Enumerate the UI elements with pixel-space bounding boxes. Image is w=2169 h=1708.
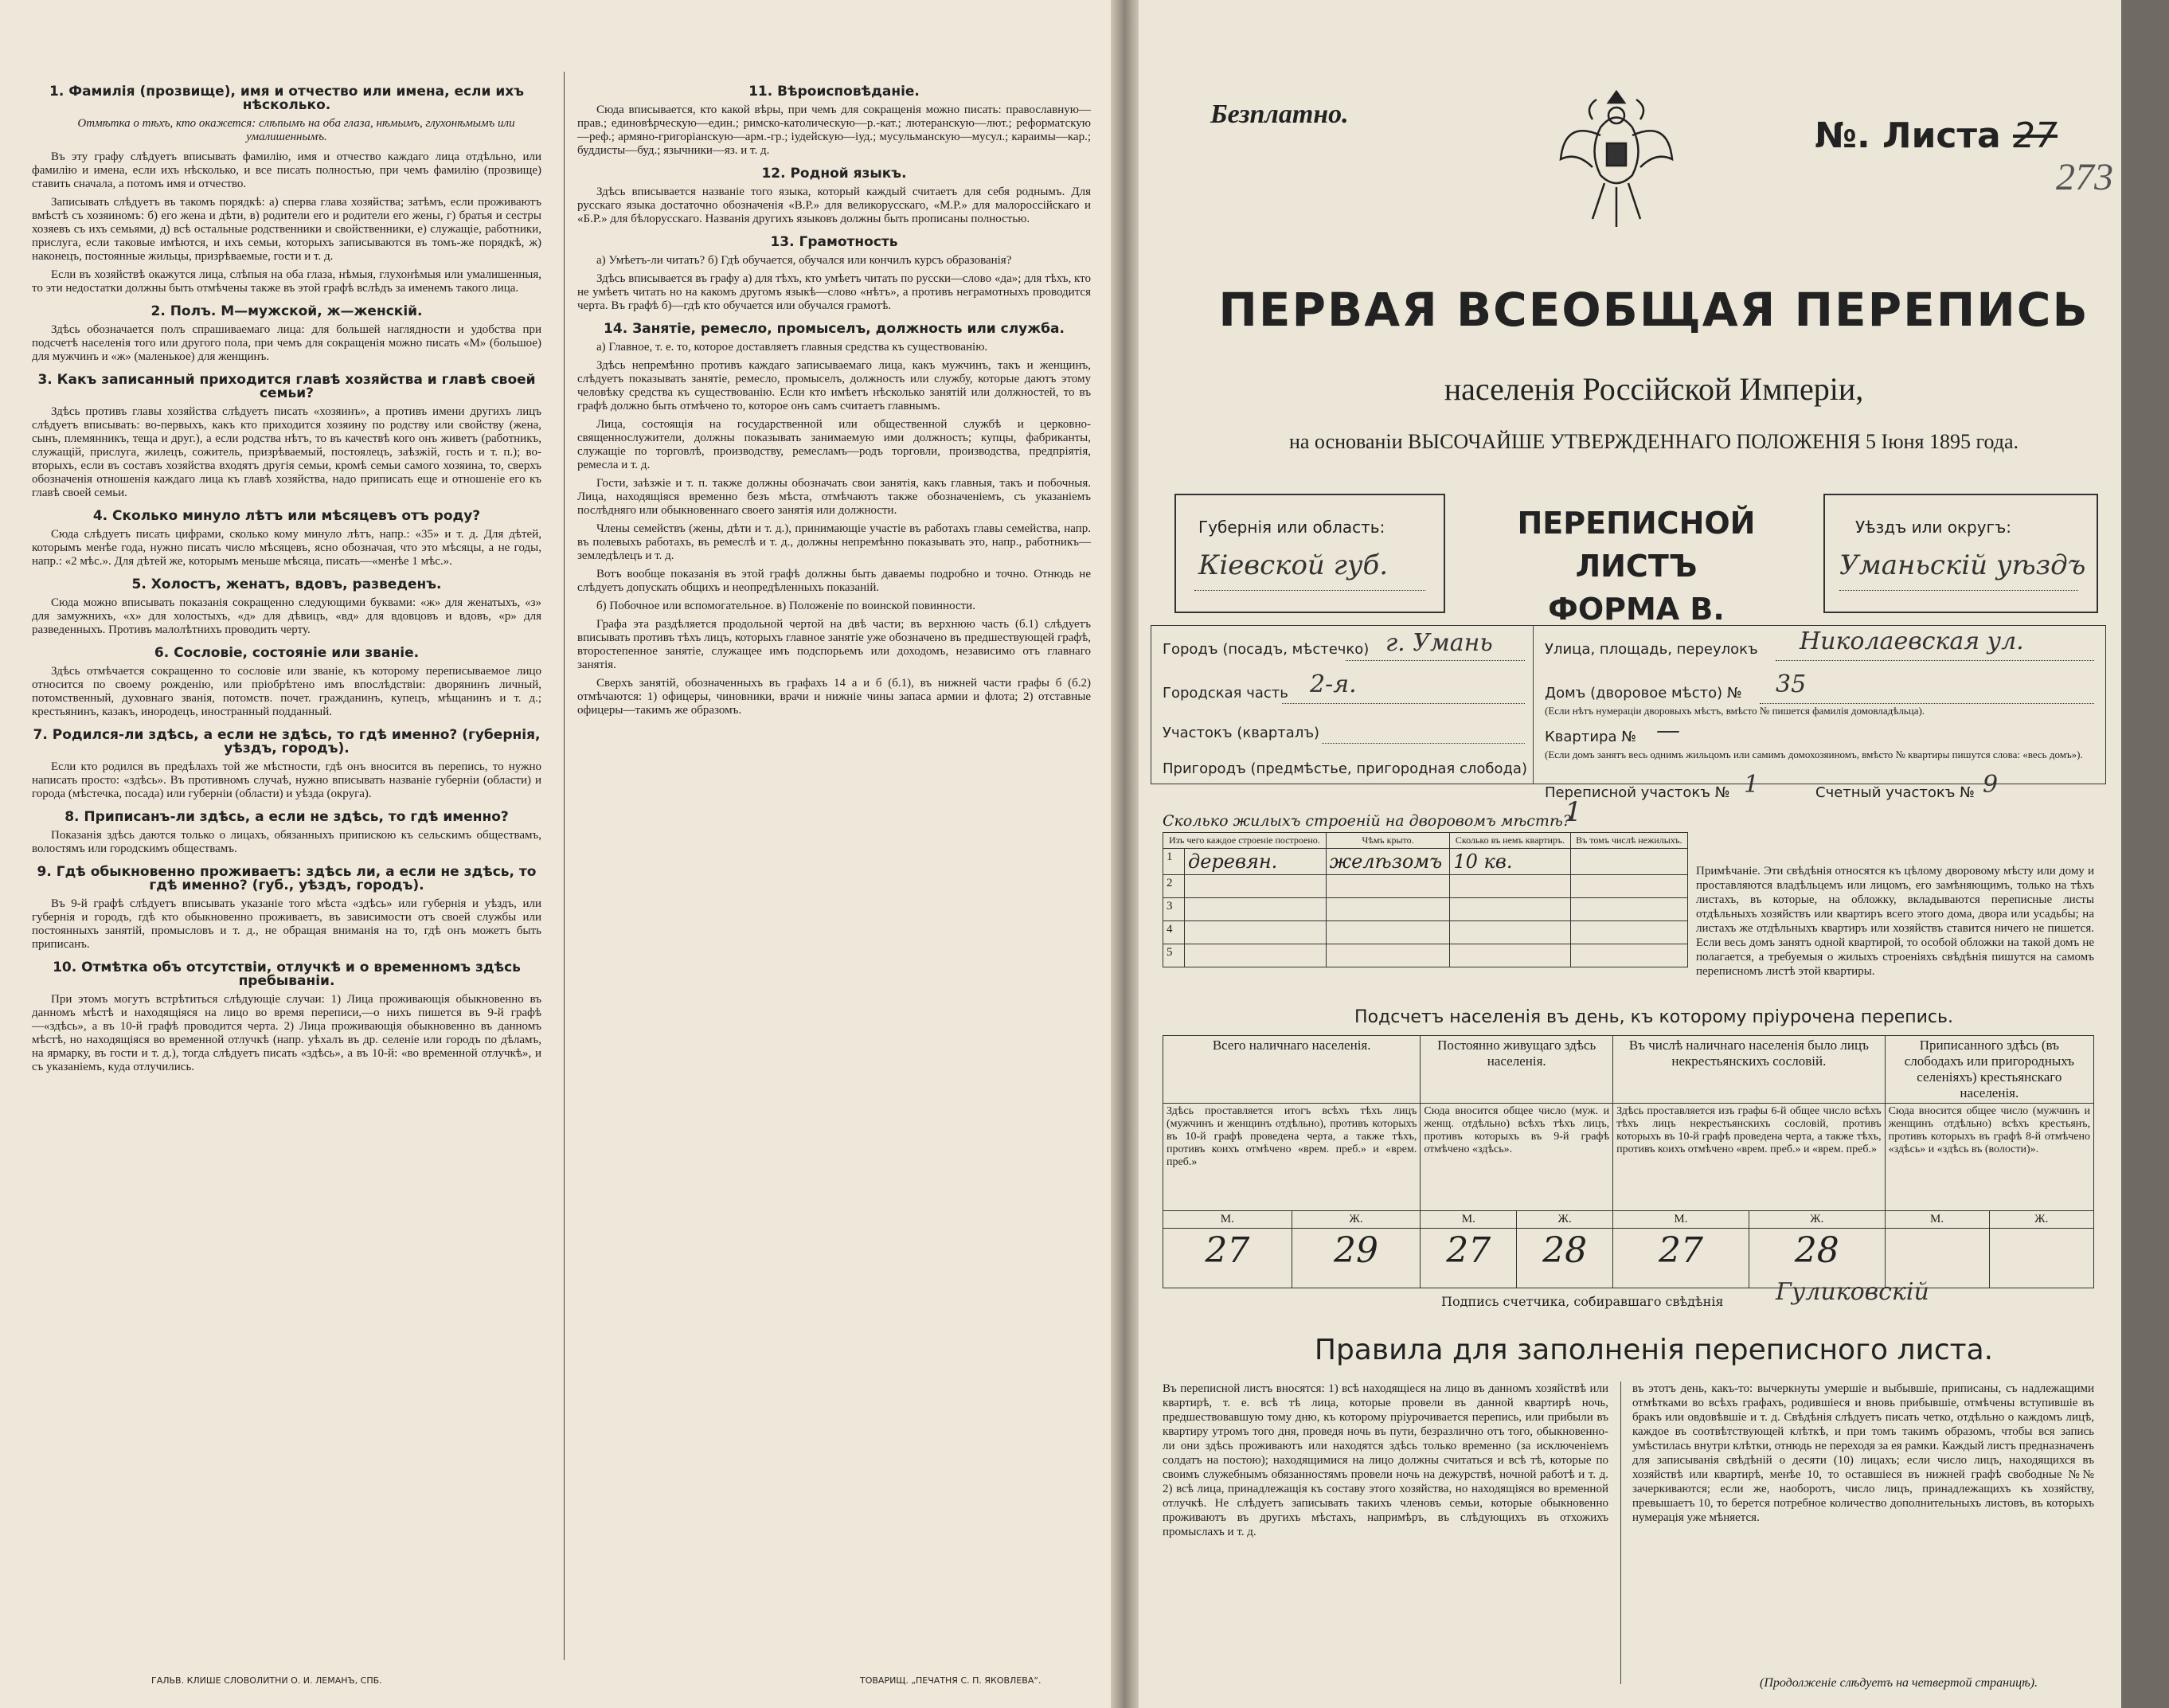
house-label: Домъ (дворовое мѣсто) №	[1545, 685, 1742, 702]
table-row	[1163, 1211, 2094, 1229]
census-title: ПЕРВАЯ ВСЕОБЩАЯ ПЕРЕПИСЬ	[1218, 283, 2089, 337]
district-value: Уманьскій уѣздъ	[1839, 549, 2086, 581]
section-heading: 9. Гдѣ обыкновенно проживаетъ: здѣсь ли, а если не здѣсь, то гдѣ именно? (губ., уѣздъ, городъ).	[37, 864, 537, 893]
paragraph: Сюда можно вписывать показанія сокращенно следующими буквами: «ж» для женатыхъ, «з» для замужнихъ, «х» для холостыхъ, «д» для дѣвицъ, «вд» для вдовцовъ и вдовъ, «р» для разведенныхъ. Противъ малолѣтнихъ проводить черту.	[32, 596, 541, 636]
table-row	[1163, 921, 1688, 944]
table-cell: 5	[1163, 944, 1185, 967]
table-cell	[1326, 921, 1450, 944]
table-cell	[1570, 944, 1687, 967]
paragraph: Если кто родился въ предѣлахъ той же мѣстности, гдѣ онъ вносится въ перепись, то нужно написать просто: «здѣсь». Въ противномъ случаѣ, нужно вписывать названіе губерніи (области) и города (мѣстечка, посада) или губерніи (области) и уѣзда (округа).	[32, 760, 541, 800]
form-name	[1465, 502, 1808, 631]
paragraph: Гости, заѣзжіе и т. п. также должны обозначать свои занятія, какъ главныя, такъ и побочныя. Лица, находящіяся временно безъ мѣста, отмѣчаютъ также обозначеніемъ, съ указаніемъ послѣдняго или обыкновеннаго своего занятія или должности.	[577, 477, 1091, 517]
paragraph: Сюда вписывается, кто какой вѣры, при чемъ для сокращенія можно писать: православную—прав.; единовѣрческую—един.; римско-католическую—р.-кат.; лютеранскую—лют.; реформатскую—реф.; армяно-григоріанскую—арм.-гр.; іудейскую—іуд.; мусульманскую—мусул.; караимы—кар.; буддисты—буд.; язычники—яз. и т. д.	[577, 104, 1091, 157]
count-value: 27	[1163, 1229, 1292, 1288]
table-row	[1163, 898, 1688, 921]
flat-value-dash: —	[1656, 717, 1680, 745]
paragraph: Здѣсь противъ главы хозяйства слѣдуетъ писать «хозяинъ», а противъ имени другихъ лицъ слѣдуетъ вписывать: во-первыхъ, какъ кто приходится хозяину по родству или свойству (жена, сынъ, племянникъ, теща и друг.), а если родства нѣтъ, то въ качествѣ кого онъ живетъ (работникъ, служащій, прислуга, жилецъ, сожитель, призрѣваемый, постоялецъ, заѣзжій, гость и т. п.); во-вторыхъ, если въ составъ хозяйства входятъ другія семьи, кромѣ семьи самого хозяина, то, сверхъ обозначенія отношенія каждаго лица къ главѣ хозяйства, надо приписать еще и отношеніе его къ главѣ своей семьи.	[32, 405, 541, 499]
column-header: Въ числѣ наличнаго населенія было лицъ некрестьянскихъ сословій.	[1613, 1036, 1886, 1104]
column-description: Сюда вносится общее число (муж. и женщ. отдѣльно) всѣхъ тѣхъ лицъ, противъ которыхъ въ 9-й графѣ отмѣчено «здѣсь».	[1421, 1104, 1613, 1211]
table-cell: 10 кв.	[1450, 849, 1570, 875]
census-section-label: Переписной участокъ №	[1545, 784, 1730, 801]
handwritten-sheet-number: 273	[2056, 156, 2113, 198]
buildings-table	[1163, 832, 1688, 967]
column-header: Всего наличнаго населенія.	[1163, 1036, 1421, 1104]
count-value: 28	[1517, 1229, 1613, 1288]
paragraph: Здѣсь непремѣнно противъ каждаго записываемаго лица, какъ мужчинъ, такъ и женщинъ, слѣдуетъ показывать занятіе, ремесло, промыселъ, должность или службу, которые даютъ этому человѣку средства къ существованію. Если кто имѣетъ нѣсколько занятій или должностей, то въ графѣ должно быть отмѣчено то, которое онъ самъ считаетъ главнымъ.	[577, 359, 1091, 412]
rules-divider	[1620, 1382, 1621, 1684]
table-row	[1163, 1104, 2094, 1211]
city-line	[1346, 659, 1525, 661]
table-cell	[1326, 875, 1450, 898]
paragraph: б) Побочное или вспомогательное. в) Положеніе по воинской повинности.	[596, 600, 975, 612]
paragraph: Члены семействъ (жены, дѣти и т. д.), принимающіе участіе въ работахъ главы семейства, напр. въ полевыхъ работахъ, въ ремеслѣ и т. д., должны непремѣнно показывать это, напр., работникъ—земледѣлецъ и т. д.	[577, 522, 1091, 562]
column-header: Сколько въ немъ квартиръ.	[1450, 833, 1570, 849]
paragraph: Здѣсь вписывается названіе того языка, который каждый считаетъ для себя роднымъ. Для русскаго языка достаточно обозначенія «В.Р.» для великорусскаго, «М.Р.» для малороссійскаго и «Б.Р.» для бѣлорусскаго. Названія другихъ языковъ должны быть прописаны полностью.	[577, 186, 1091, 225]
table-row	[1163, 1229, 2094, 1288]
adjacent-page-edge	[2121, 0, 2169, 1708]
form-name-line-2: ФОРМА В.	[1548, 592, 1725, 627]
table-cell	[1570, 849, 1687, 875]
signature-label: Подпись счетчика, собиравшаго свѣдѣнія	[1441, 1294, 1724, 1309]
city-part-value: 2-я.	[1310, 670, 1357, 698]
section-heading: 7. Родился-ли здѣсь, а если не здѣсь, то гдѣ именно? (губернія, уѣздъ, городъ).	[33, 727, 541, 756]
sex-label: Ж.	[1517, 1211, 1613, 1229]
paragraph: Показанія здѣсь даются только о лицахъ, обязанныхъ припискою къ сельскимъ обществамъ, волостямъ или городскимъ обществамъ.	[32, 829, 541, 855]
printer-footer-left: ГАЛЬВ. КЛИШЕ СЛОВОЛИТНИ О. И. ЛЕМАНЪ, СПБ.	[151, 1675, 382, 1686]
count-value: 29	[1292, 1229, 1421, 1288]
city-label: Городъ (посадъ, мѣстечко)	[1163, 641, 1370, 658]
section-heading: 6. Сословіе, состояніе или званіе.	[154, 645, 420, 661]
right-page	[1139, 0, 2169, 1708]
flat-label: Квартира №	[1545, 729, 1636, 745]
population-count-title: Подсчетъ населенія въ день, къ которому пріурочена перепись.	[1354, 1007, 1953, 1027]
location-divider	[1533, 625, 1534, 784]
sex-label: Ж.	[1989, 1211, 2094, 1229]
section-heading: 4. Сколько минуло лѣтъ или мѣсяцевъ отъ роду?	[92, 508, 481, 524]
count-value: 27	[1421, 1229, 1517, 1288]
paragraph: Графа эта раздѣляется продольной чертой на двѣ части; въ верхнюю часть (б.1) слѣдуетъ вписывать противъ тѣхъ лицъ, которыхъ главное занятіе уже обозначено въ предшествующей графѣ, второстепенное занятіе, служащее имъ подспорьемъ или доходомъ, независимо отъ главнаго занятія.	[577, 618, 1091, 671]
table-cell	[1185, 898, 1327, 921]
count-value	[1989, 1229, 2094, 1288]
section-heading: 8. Приписанъ-ли здѣсь, а если не здѣсь, то гдѣ именно?	[64, 809, 509, 825]
table-row	[1163, 875, 1688, 898]
free-label: Безплатно.	[1210, 100, 1349, 129]
count-value: 27	[1613, 1229, 1749, 1288]
table-cell: 1	[1163, 849, 1185, 875]
suburb-label: Пригородъ (предмѣстье, пригородная слобода)	[1163, 760, 1527, 777]
column-header: Чѣмъ крыто.	[1326, 833, 1450, 849]
signature-value: Гуликовскій	[1776, 1278, 1929, 1306]
imperial-eagle-emblem	[1553, 84, 1680, 243]
sheet-number	[1815, 115, 2058, 156]
section-heading: 3. Какъ записанный приходится главѣ хозяйства и главѣ своей семьи?	[37, 372, 536, 401]
house-line	[1760, 702, 2094, 704]
paragraph: а) Умѣетъ-ли читать? б) Гдѣ обучается, обучался или кончилъ курсъ образованія?	[596, 254, 1012, 267]
street-label: Улица, площадь, переулокъ	[1545, 641, 1758, 658]
table-cell	[1185, 875, 1327, 898]
left-column-1	[32, 76, 541, 1079]
section-heading: 12. Родной языкъ.	[761, 166, 907, 182]
street-line	[1776, 659, 2094, 661]
paragraph: Здѣсь обозначается полъ спрашиваемаго лица: для большей наглядности и удобства при подсчетѣ населенія того или другого пола, при чемъ для сокращенія можно писать «М» (большое) для мужчинъ и «ж» (маленькое) для женщинъ.	[32, 323, 541, 363]
city-part-line	[1282, 702, 1525, 704]
column-header: Постоянно живущаго здѣсь населенія.	[1421, 1036, 1613, 1104]
column-header: Въ томъ числѣ нежилыхъ.	[1570, 833, 1687, 849]
paragraph: Вотъ вообще показанія въ этой графѣ должны быть даваемы подробно и точно. Отнюдь не слѣдуетъ допускать общихъ и неопредѣленныхъ показаній.	[577, 568, 1091, 594]
rules-column-2: въ этотъ день, какъ-то: вычеркнуты умершіе и выбывшіе, приписаны, съ надлежащими отмѣтками во всѣхъ графахъ, родившіеся и вновь прибывшіе, отмѣчены вступившіе въ бракъ или овдовѣвшіе и т. д. Свѣдѣнія слѣдуетъ писать четко, отдѣльно о каждомъ лицѣ, каждое въ соотвѣтствующей клѣткѣ, и при томъ такимъ образомъ, чтобы вся запись умѣстилась внутри клѣтки, отнюдь не переходя за ея рамки. Каждый листъ предназначенъ для записыванія свѣдѣній о десяти (10) лицахъ; если число лицъ, находящихся въ хозяйствѣ или квартирѣ, менѣе 10, то оставшіеся въ нижней графѣ свободные №№ зачеркиваются; если же, наоборотъ, число лицъ, принадлежащихъ къ хозяйству, превышаетъ 10, то берется потребное количество дополнительныхъ листовъ, въ которыхъ нумерація ужe мѣняется.	[1632, 1382, 2094, 1524]
paragraph: Лица, состоящія на государственной или общественной службѣ и церковно-священнослужители, должны показывать занимаемую ими должность; купцы, фабриканты, служащіе по торговлѣ, производству, ремесламъ—родъ торговли, производства, предпріятія, ремесла и т. д.	[577, 418, 1091, 471]
table-cell	[1326, 944, 1450, 967]
buildings-note: Примѣчаніе. Эти свѣдѣнія относятся къ цѣлому дворовому мѣсту или дому и проставляются владѣльцемъ или лицомъ, его замѣняющимъ, только на тѣхъ листахъ, въ которые, на обложку, вкладываются переписные листы отдѣльныхъ хозяйствъ или квартиръ всего этого дома, двора или усадьбы; на листахъ же отдѣльныхъ квартиръ или хозяйствъ ставится ничего не пишется. Если весь домъ занятъ одной квартирой, то особой обложки на такой домъ не полагается, а требуемыя о жилыхъ строеніяхъ свѣдѣнія пишутся на самомъ переписномъ листѣ этой квартиры.	[1696, 865, 2094, 978]
paragraph: Если въ хозяйствѣ окажутся лица, слѣпыя на оба глаза, нѣмыя, глухонѣмыя или умалишенныя, то эти недостатки должны быть отмѣчены также въ этой графѣ вслѣдъ за именемъ такого лица.	[32, 268, 541, 295]
buildings-label: Сколько жилыхъ строеній на дворовомъ мѣстѣ?	[1163, 812, 1571, 830]
table-cell	[1450, 898, 1570, 921]
sheet-number-value: 27	[2013, 115, 2058, 156]
table-cell: 4	[1163, 921, 1185, 944]
table-row	[1163, 849, 1688, 875]
table-row	[1163, 944, 1688, 967]
table-cell	[1450, 921, 1570, 944]
province-line	[1194, 589, 1425, 591]
count-section-label: Счетный участокъ №	[1815, 784, 1975, 801]
count-section-value: 9	[1983, 771, 1999, 799]
paragraph: Въ эту графу слѣдуетъ вписывать фамилію, имя и отчество каждаго лица отдѣльно, или фамилію и имена, если ихъ нѣсколько, и все писать полностью, при чемъ фамилію (прозвище) ставить сначала, а потомъ имя и отчество.	[32, 150, 541, 190]
census-basis: на основаніи ВЫСОЧАЙШЕ УТВЕРЖДЕННАГО ПОЛОЖЕНІЯ 5 Іюня 1895 года.	[1288, 430, 2019, 453]
census-subtitle: населенія Россійской Имперіи,	[1444, 371, 1864, 407]
population-count-table	[1163, 1035, 2094, 1288]
section-heading: 2. Полъ. М—мужской, ж—женскій.	[150, 303, 423, 319]
sheet-number-label: №. Листа	[1815, 115, 2001, 156]
book-spine	[1111, 0, 1139, 1708]
sex-label: М.	[1885, 1211, 1989, 1229]
precinct-line	[1322, 742, 1525, 744]
rules-title: Правила для заполненія переписного листа.	[1314, 1334, 1994, 1366]
section-heading: 10. Отмѣтка объ отсутствіи, отлучкѣ и о временномъ здѣсь пребываніи.	[53, 960, 521, 989]
house-value: 35	[1776, 670, 1807, 698]
section-heading: 14. Занятіе, ремесло, промыселъ, должность или служба.	[604, 321, 1065, 337]
printer-footer-right: ТОВАРИЩ. „ПЕЧАТНЯ С. П. ЯКОВЛЕВА“.	[860, 1675, 1042, 1686]
table-cell: деревян.	[1185, 849, 1327, 875]
paragraph: При этомъ могутъ встрѣтиться слѣдующіе случаи: 1) Лица проживающія обыкновенно въ данномъ мѣстѣ и находящіяся на лицо во время переписи,—о нихъ пишется въ 9-й графѣ—«здѣсь», а въ 10-й графѣ проводится черта. 2) Лица проживающія обыкновенно въ данномъ мѣстѣ, но находящіяся во временной отлучкѣ (напр. уѣхалъ въ др. селеніе или городъ по дѣламъ, на ярмарку, въ гости и т. д.), тогда слѣдуетъ писать «здѣсь», а въ 10-й: «во временной отлучкѣ», и съ указаніемъ, куда отлучились.	[32, 993, 541, 1073]
census-section-value: 1	[1744, 771, 1760, 799]
paragraph: Въ 9-й графѣ слѣдуетъ вписывать указаніе того мѣста «здѣсь» или губернія и уѣздъ, или губернія и городъ, гдѣ кто обыкновенно проживаетъ, въ зависимости отъ своей службы или постоянныхъ занятій, промысловъ и т. д., не обращая вниманія на то, гдѣ онъ можетъ быть приписанъ.	[32, 897, 541, 951]
paragraph: Сюда слѣдуетъ писать цифрами, сколько кому минуло лѣтъ, напр.: «35» и т. д. Для дѣтей, которымъ менѣе года, нужно писать число мѣсяцевъ, ясно обозначая, что это мѣсяцы, а не годы, напр.: «2 мѣс.». Для дѣтей же, которымъ меньше мѣсяца, писать—«менѣе 1 мѣс.».	[32, 528, 541, 568]
column-divider	[564, 72, 565, 1660]
section-heading: 5. Холостъ, женатъ, вдовъ, разведенъ.	[131, 576, 442, 592]
city-part-label: Городская часть	[1163, 685, 1288, 702]
precinct-label: Участокъ (кварталъ)	[1163, 725, 1320, 741]
table-header-row	[1163, 1036, 2094, 1104]
district-line	[1839, 589, 2078, 591]
column-header: Изъ чего каждое строеніе построено.	[1163, 833, 1327, 849]
table-header-row	[1163, 833, 1688, 849]
table-cell: 3	[1163, 898, 1185, 921]
rules-continued: (Продолженіе слѣдуетъ на четвертой страницѣ).	[1760, 1676, 2038, 1690]
section-heading: 13. Грамотность	[770, 234, 898, 250]
flat-note: (Если домъ занятъ весь однимъ жильцомъ или самимъ домохозяиномъ, вмѣсто № квартиры пишутся слова: «весь домъ»).	[1545, 748, 2083, 760]
paragraph: Записывать слѣдуетъ въ такомъ порядкѣ: а) сперва глава хозяйства; затѣмъ, если проживаютъ вмѣстѣ съ хозяиномъ: б) его жена и дѣти, в) родители его и родители его жены, г) братья и сестры хозяевъ съ ихъ семьями, д) всѣ остальные родственники и свойственники, е) служащіе, работники, прислуга, если таковые имѣются, и ихъ семьи, которыхъ записываются въ томъ-же порядкѣ, ж) наконецъ, постоянные жильцы, призрѣваемые, гости и т. д.	[32, 196, 541, 263]
section-note: Отмѣтка о тѣхъ, кто окажется: слѣпымъ на оба глаза, нѣмымъ, глухонѣмымъ или умалишеннымъ.	[77, 117, 515, 143]
rules-column-1: Въ переписной листъ вносятся: 1) всѣ находящіеся на лицо въ данномъ хозяйствѣ или квартирѣ, т. е. всѣ тѣ лица, которые провели въ данной квартирѣ ночь, предшествовавшую тому дню, къ которому пріурочивается перепись, или прибыли въ квартиру утромъ того дня, проведя ночь въ пути, безразлично отъ того, обыкновенно-ли они здѣсь проживаютъ или находятся здѣсь только временно (за исключеніемъ солдатъ на постою); находящимися на лицо должны считаться и всѣ тѣ, которые по своимъ служебнымъ обязанностямъ провели ночь на дежурствѣ, ночной работѣ и т. д. 2) всѣ лица, принадлежащія къ составу этого хозяйства, но находящіяся во временной отлучкѣ. Не слѣдуетъ записывать такихъ членовъ семьи, которые обыкновенно проживаютъ въ другихъ мѣстахъ, напримѣръ, въ слѣдующихъ въ отхожихъ промыслахъ и т. д.	[1163, 1382, 1608, 1538]
paragraph: Здѣсь отмѣчается сокращенно то сословіе или званіе, къ которому переписываемое лицо относится по своему рожденію, или пріобрѣтено имъ впослѣдствіи: дворянинъ личный, потомственный, духовнаго званія, потомств. почет. гражданинъ, купецъ, мѣщанинъ и т. д.; крестьянинъ, казакъ, инородецъ, иностранный подданный.	[32, 665, 541, 718]
paragraph: Сверхъ занятій, обозначенныхъ въ графахъ 14 а и б (б.1), въ нижней части графы б (б.2) отмѣчаются: 1) офицеры, чиновники, врачи и нижніе чины запаса армии и флота; 2) отставные офицеры—такимъ же образомъ.	[577, 677, 1091, 717]
province-value: Кіевской губ.	[1198, 549, 1389, 581]
sex-label: М.	[1163, 1211, 1292, 1229]
sex-label: М.	[1421, 1211, 1517, 1229]
paragraph: Здѣсь вписывается въ графу а) для тѣхъ, кто умѣетъ читать по русски—слово «да»; для тѣхъ, кто не умѣетъ читать но на какомъ другомъ языкѣ—слово «нѣтъ», а противъ неграмотныхъ проводится черта. Въ графѣ б)—гдѣ кто обучается или обучался грамотѣ.	[577, 272, 1091, 312]
house-note: (Если нѣтъ нумераціи дворовыхъ мѣстъ, вмѣсто № пишется фамилія домовладѣльца).	[1545, 705, 1925, 717]
section-heading: 1. Фамилія (прозвище), имя и отчество или имена, если ихъ нѣсколько.	[49, 84, 524, 113]
table-cell	[1570, 921, 1687, 944]
section-heading: 11. Вѣроисповѣданіе.	[748, 84, 920, 100]
table-cell	[1326, 898, 1450, 921]
buildings-value: 1	[1565, 796, 1582, 828]
district-label: Уѣздъ или округъ:	[1855, 518, 2011, 537]
left-column-2	[577, 76, 1091, 722]
paragraph: а) Главное, т. е. то, которое доставляетъ главныя средства къ существованію.	[596, 341, 988, 354]
table-cell	[1450, 875, 1570, 898]
column-description: Здѣсь проставляется итогъ всѣхъ тѣхъ лицъ (мужчинъ и женщинъ отдѣльно), противъ которыхъ въ 10-й графѣ проведена черта, а также тѣхъ, противъ коихъ отмѣчено «врем. преб.» и «врем. преб.»	[1163, 1104, 1421, 1211]
count-value: 28	[1749, 1229, 1885, 1288]
column-description: Сюда вносится общее число (мужчинъ и женщинъ отдѣльно) всѣхъ крестьянъ, противъ которыхъ въ графѣ 8-й отмѣчено «здѣсь» и «здѣсь въ (волости)».	[1885, 1104, 2093, 1211]
table-cell	[1450, 944, 1570, 967]
sex-label: М.	[1613, 1211, 1749, 1229]
street-value: Николаевская ул.	[1800, 627, 2024, 655]
table-cell	[1570, 898, 1687, 921]
table-cell	[1570, 875, 1687, 898]
sex-label: Ж.	[1749, 1211, 1885, 1229]
column-description: Здѣсь проставляется изъ графы 6-й общее число всѣхъ тѣхъ лицъ некрестьянскихъ сословій, противъ которыхъ въ 10-й графѣ проведена черта, а также тѣхъ, противъ коихъ отмѣчено «врем. преб.» и «врем. преб.»	[1613, 1104, 1886, 1211]
table-cell	[1185, 921, 1327, 944]
table-cell: 2	[1163, 875, 1185, 898]
city-value: г. Умань	[1385, 629, 1493, 657]
column-header: Приписанного здѣсь (въ слободахъ или пригородныхъ селеніяхъ) крестьянскаго населенія.	[1885, 1036, 2093, 1104]
form-name-line-1: ПЕРЕПИСНОЙ ЛИСТЪ	[1517, 506, 1756, 584]
table-cell: желѣзомъ	[1326, 849, 1450, 875]
province-label: Губернія или область:	[1198, 518, 1385, 537]
table-cell	[1185, 944, 1327, 967]
sex-label: Ж.	[1292, 1211, 1421, 1229]
